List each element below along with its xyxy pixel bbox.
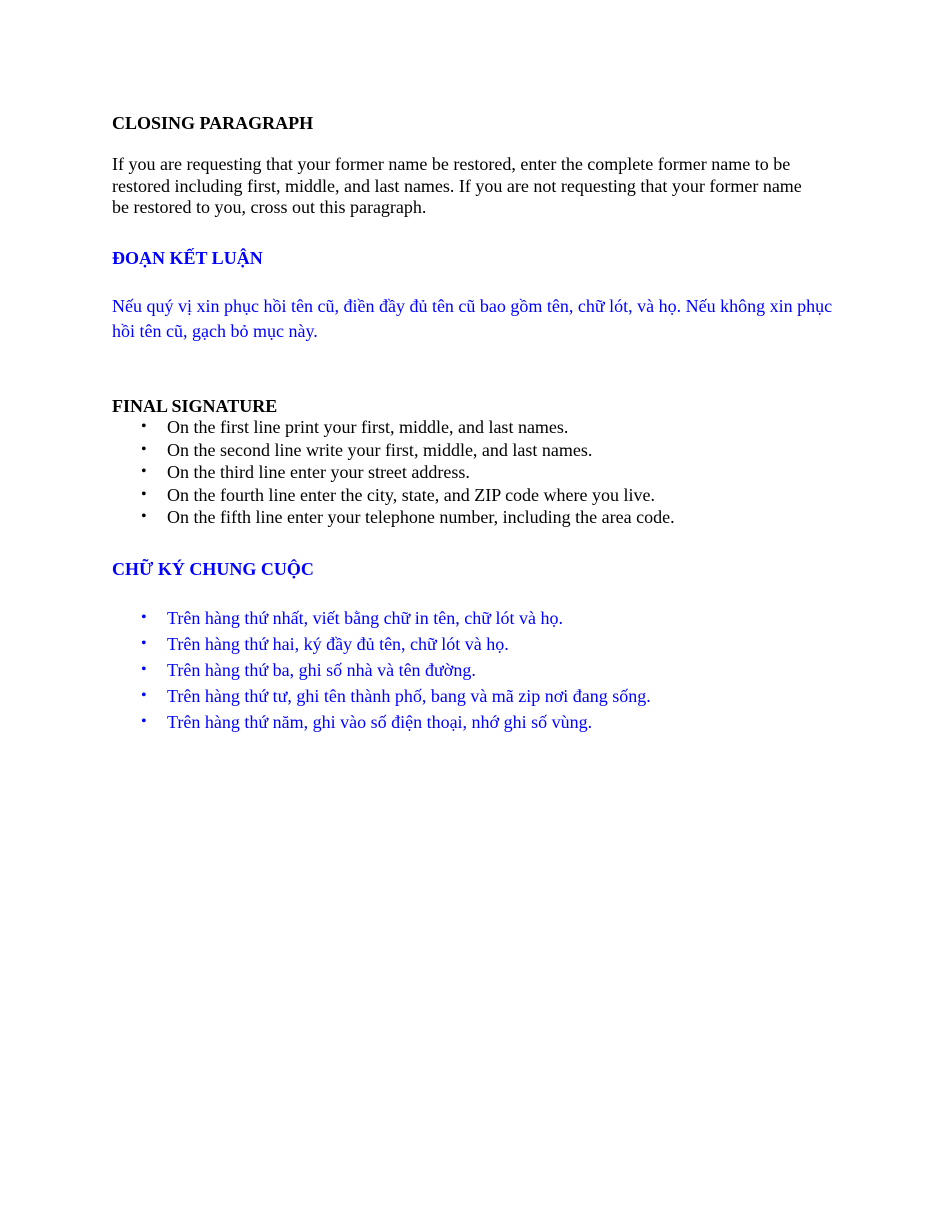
bullet-icon: • (141, 609, 147, 626)
list-item (112, 439, 675, 462)
list-item-text: On the fourth line enter the city, state, and ZIP code where you live. (167, 484, 656, 505)
doan-ket-luan-line-2: hồi tên cũ, gạch bỏ mục này. (112, 321, 318, 341)
bullet-icon: • (141, 463, 147, 480)
list-item (112, 657, 651, 683)
list-item-text: Trên hàng thứ ba, ghi số nhà và tên đường. (167, 660, 476, 680)
list-item-text: On the fifth line enter your telephone number, including the area code. (167, 507, 675, 527)
list-item (112, 709, 651, 735)
list-item-text: Trên hàng thứ năm, ghi vào số điện thoại, nhớ ghi số vùng. (167, 712, 593, 732)
closing-paragraph-heading: CLOSING PARAGRAPH (112, 113, 314, 133)
bullet-icon: • (141, 713, 147, 730)
doan-ket-luan-text (112, 294, 872, 344)
bullet-icon: • (141, 440, 147, 458)
bullet-icon: • (141, 485, 147, 503)
closing-paragraph-text (112, 154, 872, 219)
list-item (112, 461, 675, 484)
chu-ky-chung-cuoc-heading: CHỮ KÝ CHUNG CUỘC (112, 559, 314, 579)
list-item (112, 506, 675, 529)
bullet-icon: • (141, 687, 147, 704)
list-item-text: Trên hàng thứ hai, ký đầy đủ tên, chữ lót và họ. (167, 634, 509, 654)
list-item (112, 631, 651, 657)
chu-ky-chung-cuoc-list (112, 605, 651, 735)
list-item-text: On the third line enter your street address. (167, 462, 470, 482)
list-item-text: Trên hàng thứ nhất, viết bằng chữ in tên, chữ lót và họ. (167, 608, 564, 628)
doan-ket-luan-line-1: Nếu quý vị xin phục hồi tên cũ, điền đầy đủ tên cũ bao gồm tên, chữ lót, và họ. Nếu không xin phục (112, 296, 833, 316)
bullet-icon: • (141, 508, 147, 525)
list-item (112, 484, 675, 507)
closing-paragraph-line-3: be restored to you, cross out this paragraph. (112, 197, 427, 217)
bullet-icon: • (141, 418, 147, 435)
final-signature-list (112, 416, 675, 529)
list-item-text: Trên hàng thứ tư, ghi tên thành phố, bang và mã zip nơi đang sống. (167, 686, 651, 706)
list-item (112, 605, 651, 631)
bullet-icon: • (141, 635, 147, 652)
closing-paragraph-line-1: If you are requesting that your former name be restored, enter the complete former name to be (112, 154, 791, 174)
doan-ket-luan-heading: ĐOẠN KẾT LUẬN (112, 248, 263, 268)
list-item (112, 416, 675, 439)
closing-paragraph-line-2: restored including first, middle, and last names. If you are not requesting that your former name (112, 175, 802, 196)
list-item (112, 683, 651, 709)
final-signature-heading: FINAL SIGNATURE (112, 396, 278, 416)
bullet-icon: • (141, 661, 147, 678)
list-item-text: On the first line print your first, middle, and last names. (167, 417, 569, 437)
list-item-text: On the second line write your first, middle, and last names. (167, 439, 593, 460)
